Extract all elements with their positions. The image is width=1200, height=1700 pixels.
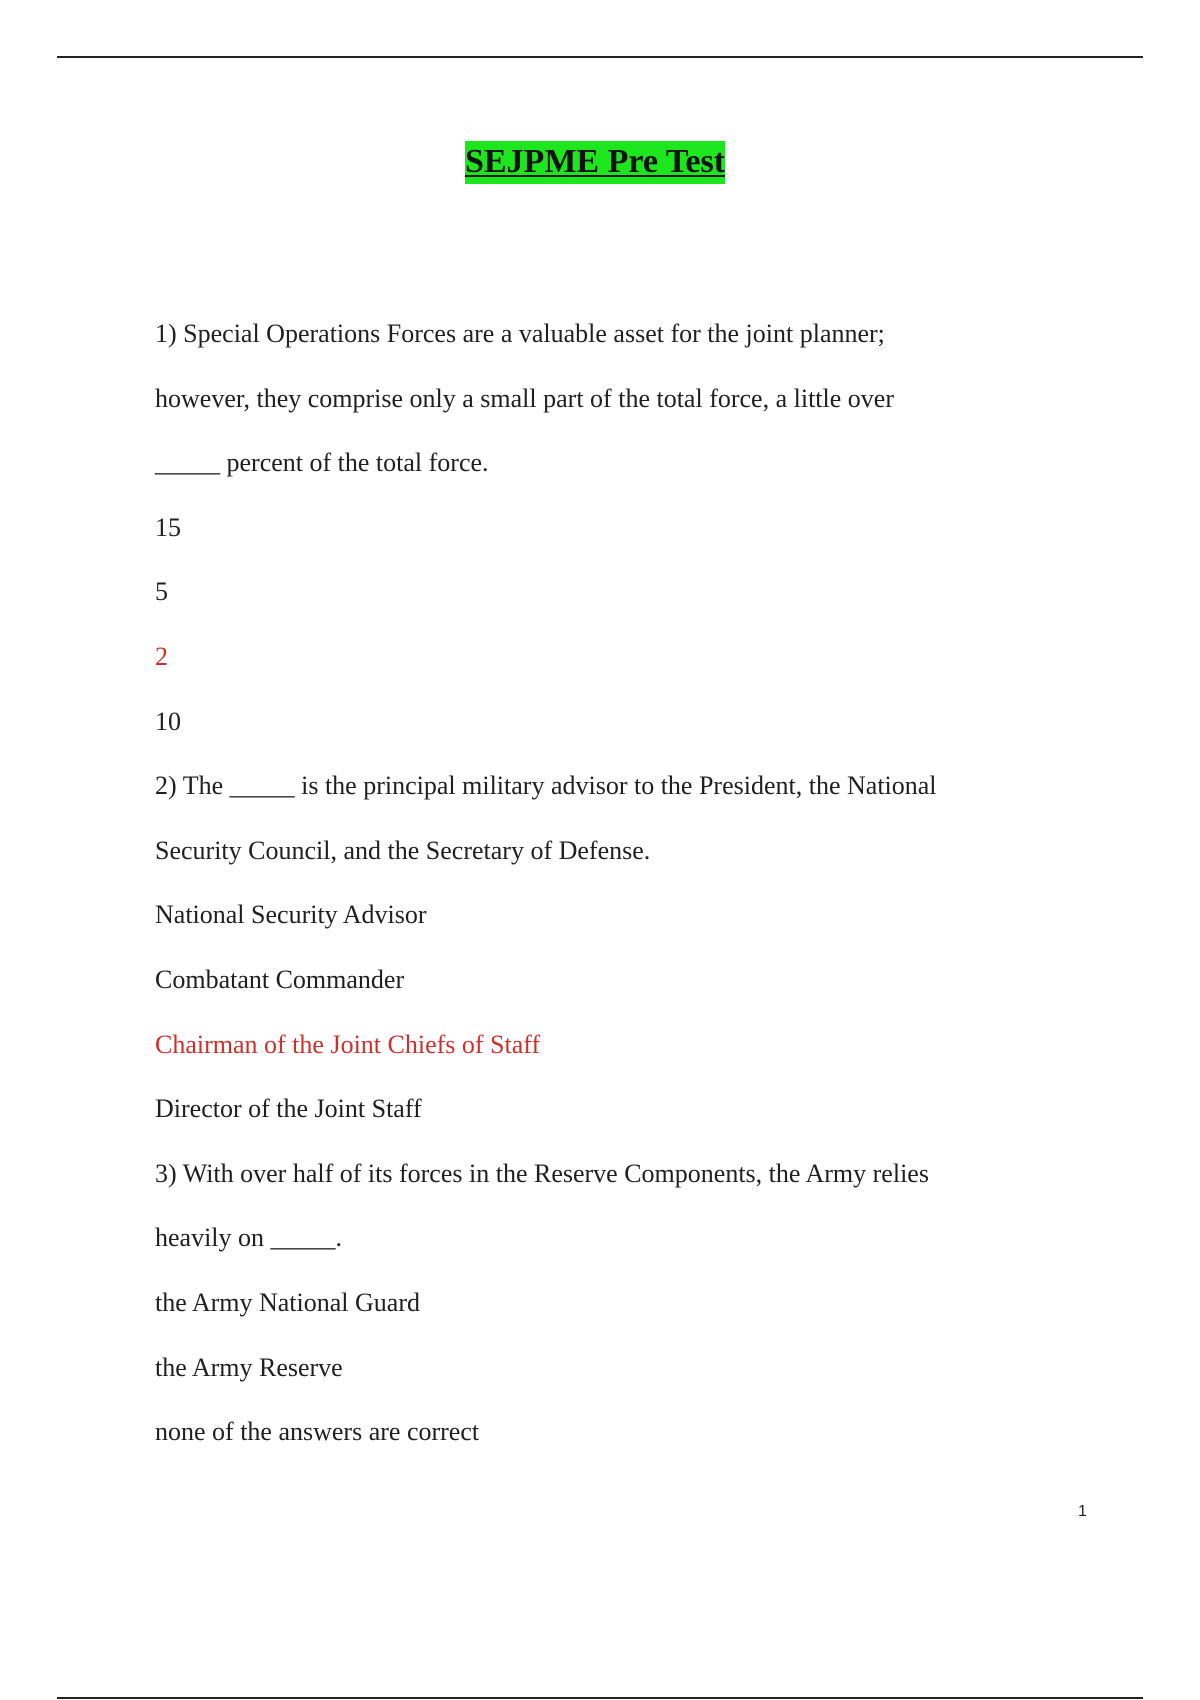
question-3-option-b: the Army Reserve: [155, 1352, 343, 1382]
question-2-option-c-correct: Chairman of the Joint Chiefs of Staff: [155, 1029, 541, 1059]
question-1-option-b: 5: [155, 577, 168, 607]
page-number: 1: [1078, 1503, 1087, 1520]
question-3-stem-line-2: heavily on _____.: [155, 1223, 343, 1253]
question-list: [155, 302, 1055, 1465]
document-title: [465, 140, 735, 184]
question-3-option-c: none of the answers are correct: [155, 1417, 480, 1447]
question-2-option-d: Director of the Joint Staff: [155, 1094, 422, 1124]
question-1-stem-line-1: 1) Special Operations Forces are a valuable asset for the joint planner;: [155, 319, 885, 348]
question-1-stem-line-2: however, they comprise only a small part of the total force, a little over: [155, 383, 894, 413]
question-1-option-c-correct: 2: [155, 641, 168, 671]
question-2-option-a: National Security Advisor: [155, 900, 427, 930]
question-1-option-a: 15: [155, 512, 181, 542]
header-rule: [57, 56, 1143, 58]
footer-rule: [57, 1697, 1143, 1699]
question-3-stem-line-1: 3) With over half of its forces in the Reserve Components, the Army relies: [155, 1158, 929, 1188]
question-3-option-a: the Army National Guard: [155, 1287, 420, 1317]
question-2-stem-line-2: Security Council, and the Secretary of Defense.: [155, 835, 651, 865]
question-1-stem-line-3: _____ percent of the total force.: [155, 448, 489, 478]
question-2-option-b: Combatant Commander: [155, 964, 405, 994]
title-block: [0, 140, 1200, 184]
question-2-stem-line-1: 2) The _____ is the principal military advisor to the President, the National: [155, 771, 937, 801]
question-1-option-d: 10: [155, 706, 181, 736]
document-title-text: SEJPME Pre Test: [465, 141, 725, 184]
